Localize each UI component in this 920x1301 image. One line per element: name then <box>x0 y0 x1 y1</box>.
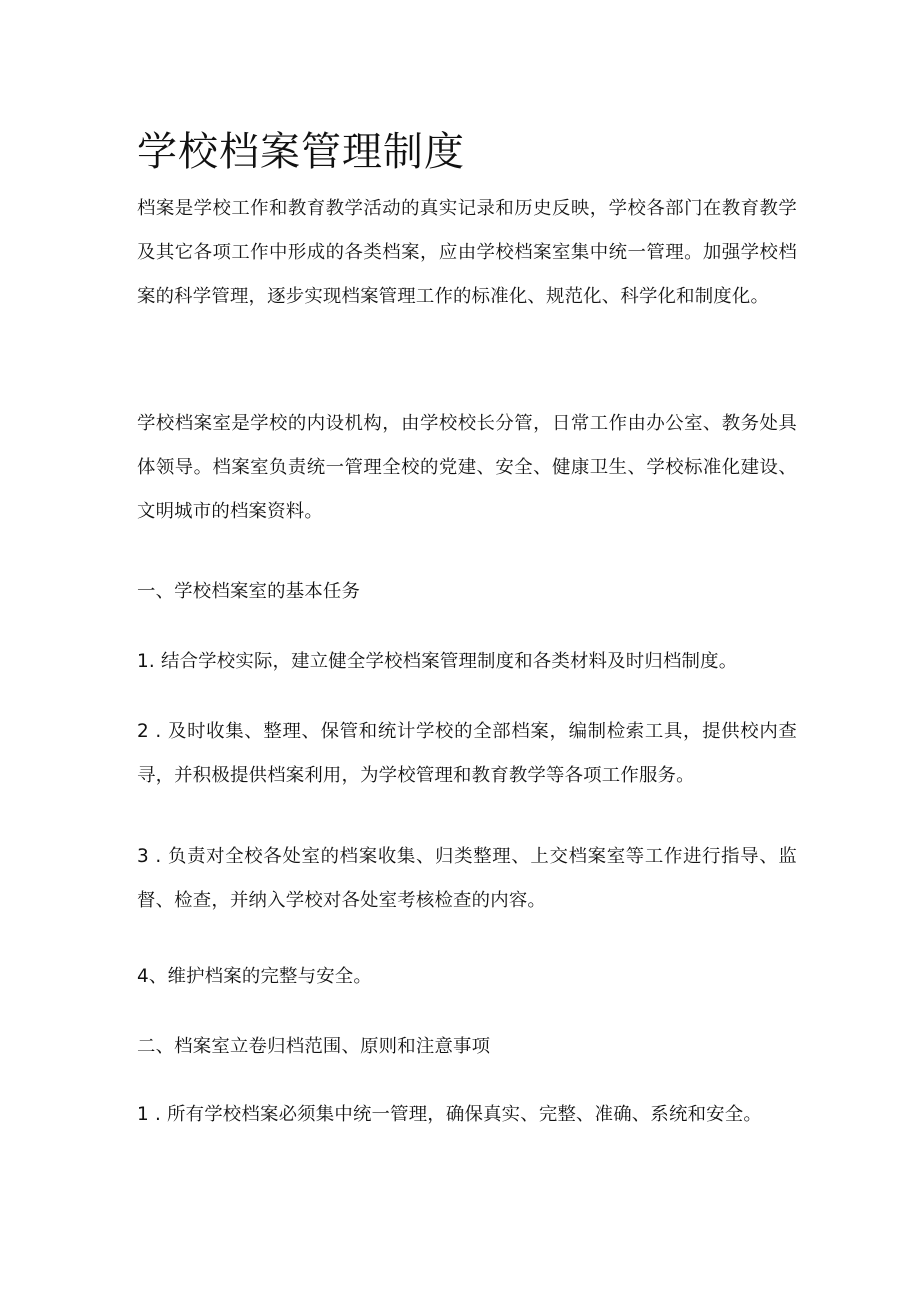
section-1-heading: 一、学校档案室的基本任务 <box>137 581 361 602</box>
intro-paragraph-1: 档案是学校工作和教育教学活动的真实记录和历史反映，学校各部门在教育教学及其它各项工作中形成的各类档案，应由学校档案室集中统一管理。加强学校档案的科学管理，逐步实现档案管理工作的标准化、规范化、科学化和制度化。 <box>137 198 797 307</box>
section-1-item-3: 3 . 负责对全校各处室的档案收集、归类整理、上交档案室等工作进行指导、监督、检查，并纳入学校对各处室考核检查的内容。 <box>137 846 797 911</box>
document-title: 学校档案管理制度 <box>137 129 465 175</box>
section-1-item-2: 2 . 及时收集、整理、保管和统计学校的全部档案，编制检索工具，提供校内查寻，并积极提供档案利用，为学校管理和教育教学等各项工作服务。 <box>137 721 797 786</box>
section-2-heading: 二、档案室立卷归档范围、原则和注意事项 <box>137 1036 491 1057</box>
intro-paragraph-2: 学校档案室是学校的内设机构，由学校校长分管，日常工作由办公室、教务处具体领导。档案室负责统一管理全校的党建、安全、健康卫生、学校标准化建设、文明城市的档案资料。 <box>137 413 797 522</box>
section-2-item-1: 1 . 所有学校档案必须集中统一管理，确保真实、完整、准确、系统和安全。 <box>137 1104 762 1125</box>
section-1-item-1: 1. 结合学校实际，建立健全学校档案管理制度和各类材料及时归档制度。 <box>137 651 738 672</box>
section-1-item-4: 4、维护档案的完整与安全。 <box>137 966 372 987</box>
